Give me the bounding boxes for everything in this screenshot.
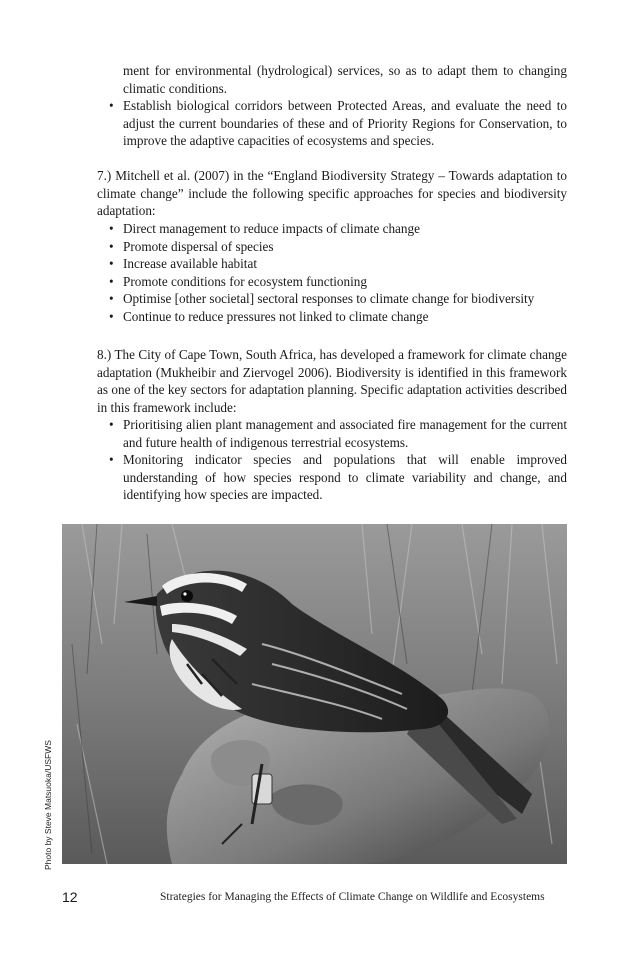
list-item: • Continue to reduce pressures not linked to climate change (109, 308, 429, 324)
section-8-list (109, 416, 567, 504)
bird-photo (62, 524, 567, 864)
list-item: • Promote conditions for ecosystem functioning (109, 273, 367, 289)
photo-credit: Photo by Steve Matsuoka/USFWS (43, 740, 53, 870)
section-7-intro: 7.) Mitchell et al. (2007) in the “England Biodiversity Strategy – Towards adaptation to climate change” include the following specific approaches for species and biodiversity adaptation: (97, 168, 567, 218)
list-item: • Optimise [other societal] sectoral responses to climate change for biodiversity (109, 291, 535, 306)
continuation-bullet-list (109, 97, 567, 150)
bullet-continuation-text: ment for environmental (hydrological) services, so as to adapt them to changing climatic conditions. (123, 63, 567, 96)
list-item: • Direct management to reduce impacts of climate change (109, 221, 420, 236)
bird-on-hand-illustration (62, 524, 567, 864)
section-8-intro: 8.) The City of Cape Town, South Africa, has developed a framework for climate change adaptation (Mukheibir and Ziervogel 2006). Biodiversity is identified in this framework as one of the key sectors for adaptation planning. Specific adaptation activities described in this framework include: (97, 347, 567, 415)
running-footer-title: Strategies for Managing the Effects of Climate Change on Wildlife and Ecosystems (160, 891, 545, 903)
list-item: • Monitoring indicator species and populations that will enable improved understanding of how species respond to climate variability and change, and identifying how species are impacted. (109, 452, 567, 502)
page-number: 12 (62, 889, 78, 905)
list-item: • Promote dispersal of species (109, 238, 274, 254)
section-7-list (109, 220, 567, 325)
list-item: • Prioritising alien plant management and associated fire management for the current and future health of indigenous terrestrial ecosystems. (109, 417, 567, 450)
list-item: • Establish biological corridors between Protected Areas, and evaluate the need to adjust the current boundaries of these and of Priority Regions for Conservation, to improve the adaptive capacities of ecosystems and species. (109, 98, 567, 148)
list-item: • Increase available habitat (109, 256, 257, 271)
